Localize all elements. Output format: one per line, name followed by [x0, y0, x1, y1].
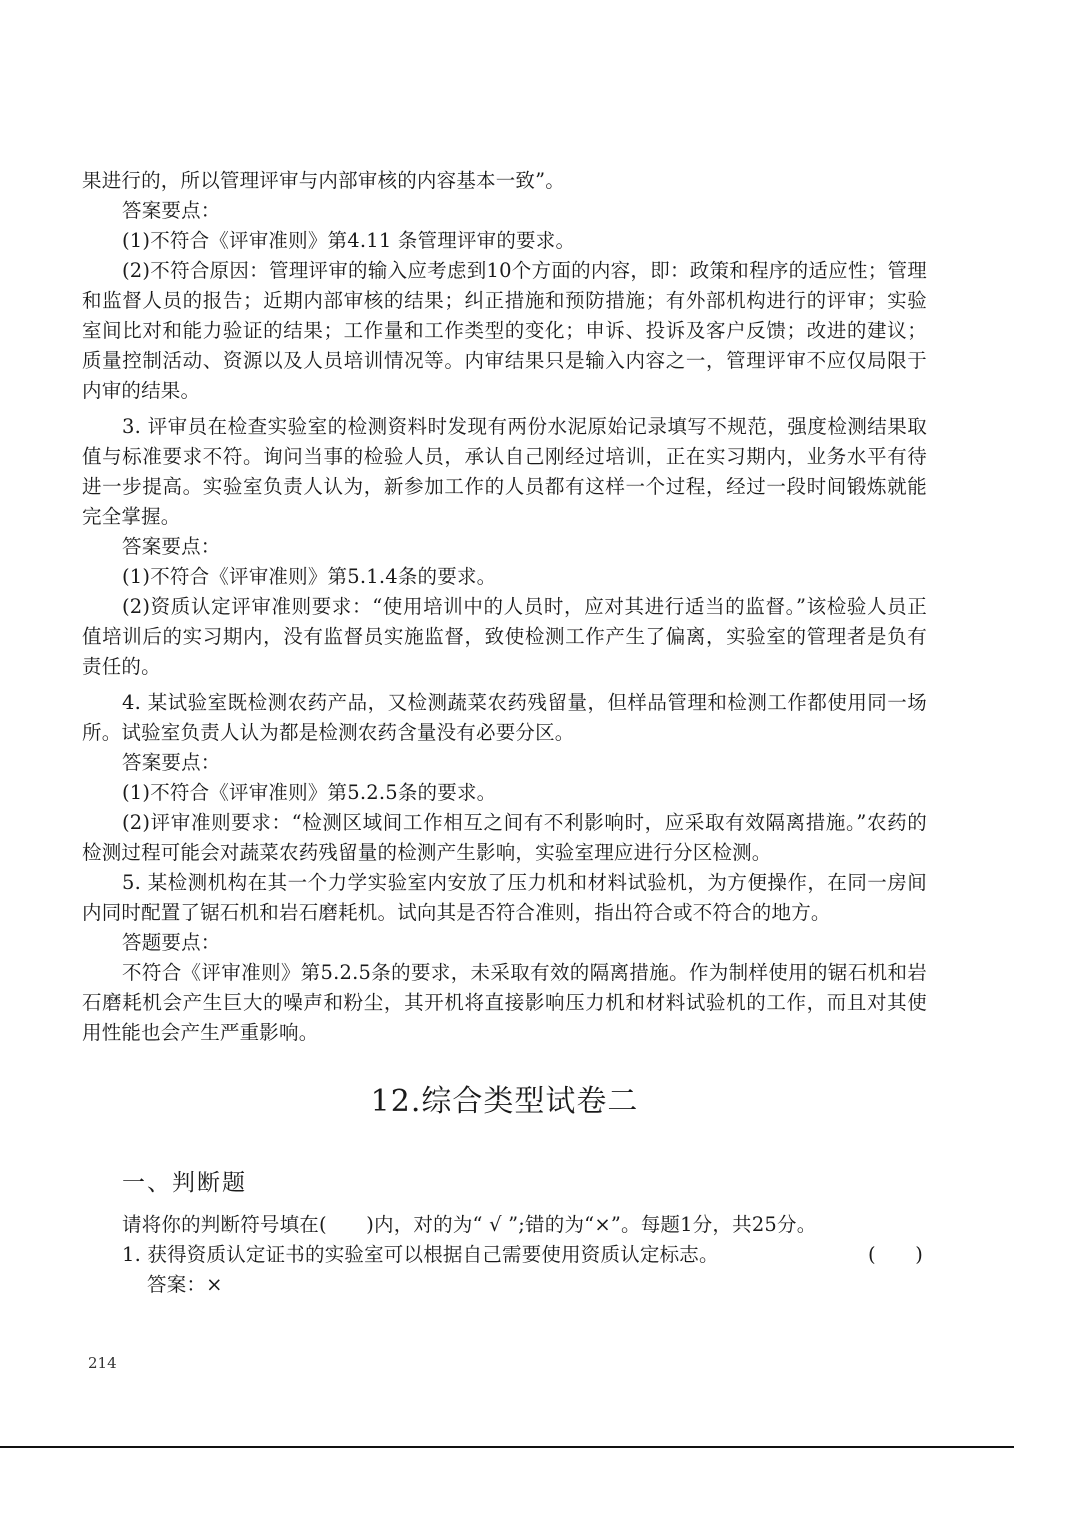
paragraph: 3. 评审员在检查实验室的检测资料时发现有两份水泥原始记录填写不规范，强度检测结果取值与标准要求不符。询问当事的检验人员，承认自己刚经过培训，正在实习期内，业务水平有待进一步提高。实验室负责人认为，新参加工作的人员都有这样一个过程，经过一段时间锻炼就能完全掌握。 [82, 415, 927, 528]
page-number: 214 [88, 1354, 117, 1372]
paragraph: (2)资质认定评审准则要求：“使用培训中的人员时，应对其进行适当的监督。”该检验人员正值培训后的实习期内，没有监督员实施监督，致使检测工作产生了偏离，实验室的管理者是负有责任的。 [82, 595, 927, 678]
page-content [82, 166, 927, 1300]
subheading-true-false: 一、判断题 [122, 1170, 247, 1196]
question-answer: 答案：× [147, 1273, 223, 1296]
question-text: 1. 获得资质认定证书的实验室可以根据自己需要使用资质认定标志。 [122, 1243, 719, 1266]
paragraph: 4. 某试验室既检测农药产品，又检测蔬菜农药残留量，但样品管理和检测工作都使用同一场所。试验室负责人认为都是检测农药含量没有必要分区。 [82, 691, 927, 744]
paragraph: 果进行的，所以管理评审与内部审核的内容基本一致”。 [82, 169, 565, 192]
paragraph: 答题要点： [122, 931, 221, 954]
bottom-rule [0, 1446, 1014, 1448]
paragraph: (2)评审准则要求：“检测区域间工作相互之间有不利影响时，应采取有效隔离措施。”农药的检测过程可能会对蔬菜农药残留量的检测产生影响，实验室理应进行分区检测。 [82, 811, 927, 864]
answer-bracket: ( ) [867, 1243, 923, 1266]
paragraph: 答案要点： [122, 199, 221, 222]
question-row [82, 1240, 927, 1270]
section-title: 12.综合类型试卷二 [370, 1084, 639, 1119]
instruction-text: 请将你的判断符号填在( )内，对的为“ √ ”;错的为“×”。每题1分，共25分。 [122, 1213, 817, 1236]
paragraph: 不符合《评审准则》第5.2.5条的要求，未采取有效的隔离措施。作为制样使用的锯石机和岩石磨耗机会产生巨大的噪声和粉尘，其开机将直接影响压力机和材料试验机的工作，而且对其使用性能也会产生严重影响。 [82, 961, 927, 1044]
paragraph: 答案要点： [122, 751, 221, 774]
paragraph: (1)不符合《评审准则》第5.1.4条的要求。 [122, 565, 497, 588]
paragraph: (1)不符合《评审准则》第5.2.5条的要求。 [122, 781, 497, 804]
text-blocks [82, 166, 927, 1048]
paragraph: (2)不符合原因：管理评审的输入应考虑到10个方面的内容，即：政策和程序的适应性；管理和监督人员的报告；近期内部审核的结果；纠正措施和预防措施；有外部机构进行的评审；实验室间比对和能力验证的结果；工作量和工作类型的变化；申诉、投诉及客户反馈；改进的建议；质量控制活动、资源以及人员培训情况等。内审结果只是输入内容之一，管理评审不应仅局限于内审的结果。 [82, 259, 927, 402]
paragraph: 答案要点： [122, 535, 221, 558]
paragraph: 5. 某检测机构在其一个力学实验室内安放了压力机和材料试验机，为方便操作，在同一房间内同时配置了锯石机和岩石磨耗机。试向其是否符合准则，指出符合或不符合的地方。 [82, 871, 927, 924]
paragraph: (1)不符合《评审准则》第4.11 条管理评审的要求。 [122, 229, 576, 252]
